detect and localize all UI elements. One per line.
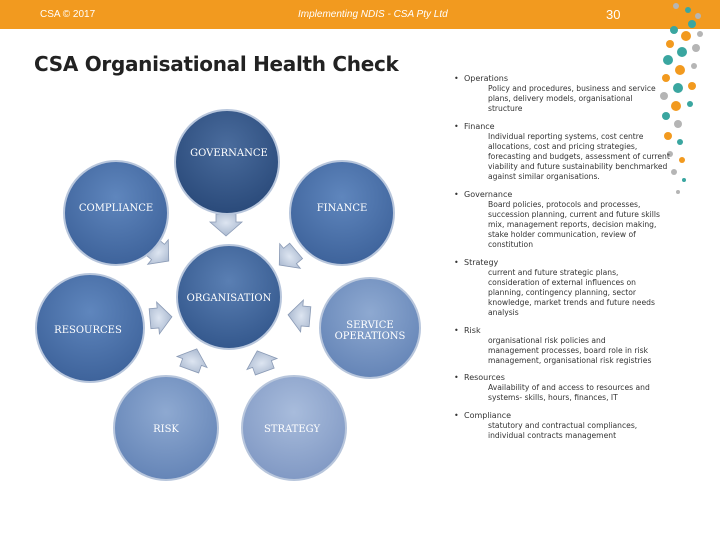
- slide-title: CSA Organisational Health Check: [34, 52, 399, 76]
- bullet-heading: • Resources: [452, 373, 714, 383]
- health-check-diagram: [0, 90, 450, 530]
- bullet-item-resources: [452, 373, 714, 403]
- service-label-line1: SERVICE: [346, 320, 394, 331]
- arrow-risk: [174, 343, 212, 375]
- bullet-heading: • Risk: [452, 326, 714, 336]
- bullet-heading: • Operations: [452, 74, 714, 84]
- organisation-label: ORGANISATION: [186, 293, 272, 304]
- bullet-text-line: mix, management reports, decision making,: [488, 220, 657, 230]
- bullet-text-line: stake holder communication, review of: [488, 230, 636, 240]
- bullet-text-line: individual contracts management: [488, 430, 617, 440]
- resources-label: RESOURCES: [54, 325, 122, 336]
- bullet-item-risk: [452, 326, 714, 367]
- bullet-text-line: allocations, cost and pricing strategies,: [488, 141, 638, 151]
- bullet-text-line: organisational risk policies and: [488, 335, 606, 345]
- copyright-text: CSA © 2017: [40, 9, 96, 20]
- bullet-text-line: current and future strategic plans,: [488, 267, 619, 277]
- arrow-strategy: [242, 345, 280, 377]
- bullet-text-line: management processes, board role in risk: [488, 345, 648, 355]
- bullet-text-line: plans, delivery models, organisational: [488, 94, 633, 104]
- bullet-text-line: forecasting and budgets, assessment of current: [488, 152, 670, 162]
- bullet-text-line: constitution: [488, 240, 534, 250]
- bullet-item-strategy: [452, 258, 714, 319]
- strategy-label: STRATEGY: [263, 424, 321, 435]
- bullet-heading: • Finance: [452, 122, 714, 132]
- bullet-text-line: Policy and procedures, business and service: [488, 84, 656, 93]
- header-bar: [0, 0, 720, 29]
- bullet-text-line: planning, contingency planning, sector: [488, 288, 637, 298]
- bullet-text-line: analysis: [488, 308, 519, 318]
- bullet-item-compliance: [452, 411, 714, 441]
- bullet-heading: • Strategy: [452, 258, 714, 268]
- governance-label: GOVERNANCE: [190, 148, 268, 159]
- bullet-text-line: statutory and contractual compliances,: [488, 420, 638, 430]
- bullet-text-line: Board policies, protocols and processes,: [488, 199, 641, 209]
- bullet-item-operations: [452, 74, 714, 115]
- bullet-text-line: Availability of and access to resources and: [488, 383, 650, 393]
- arrow-service: [287, 299, 312, 333]
- bullet-text-line: consideration of external influences on: [488, 277, 637, 287]
- bullet-text-line: Individual reporting systems, cost centre: [488, 131, 644, 141]
- bullet-list: [452, 74, 714, 448]
- bullet-text-line: against similar organisations.: [488, 172, 600, 182]
- bullet-heading: • Governance: [452, 190, 714, 200]
- bullet-text-line: succession planning, current and future skills: [488, 209, 660, 219]
- page-number: 30: [606, 7, 621, 22]
- governance-circle: [175, 110, 279, 214]
- bullet-text-line: systems- skills, hours, finances, IT: [488, 393, 618, 403]
- service-label-line2: OPERATIONS: [334, 331, 406, 342]
- compliance-label: COMPLIANCE: [78, 203, 154, 214]
- bullet-text-line: structure: [488, 104, 523, 114]
- finance-label: FINANCE: [316, 203, 368, 214]
- bullet-heading: • Compliance: [452, 411, 714, 421]
- arrow-resources: [149, 301, 174, 335]
- header-title: Implementing NDIS - CSA Pty Ltd: [298, 9, 448, 20]
- bullet-item-governance: [452, 190, 714, 251]
- bullet-text-line: viability and future sustainability benchmarked: [488, 162, 668, 172]
- bullet-item-finance: [452, 122, 714, 183]
- arrow-governance: [210, 214, 242, 236]
- risk-label: RISK: [153, 424, 179, 435]
- bullet-text-line: knowledge, market trends and future needs: [488, 298, 655, 308]
- bullet-text-line: management, organisational risk registries: [488, 356, 652, 366]
